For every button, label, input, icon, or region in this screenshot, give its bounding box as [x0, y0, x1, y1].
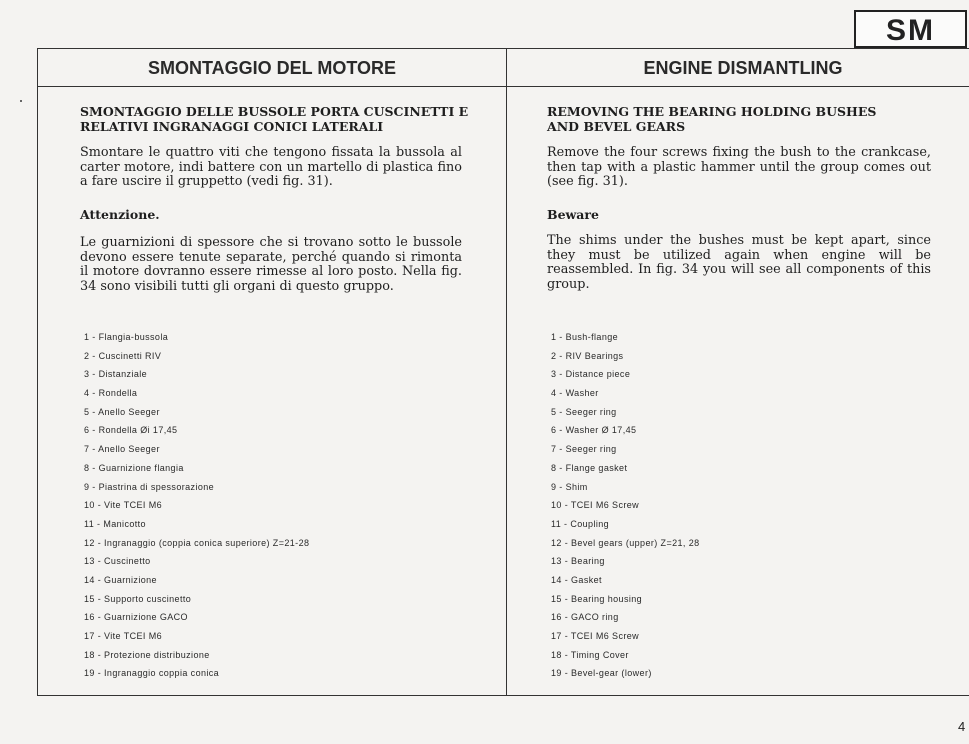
english-paragraph-1: Remove the four screws fixing the bush to the crankcase, then tap with a plastic hammer until the group comes out (see fig. 31). [547, 145, 931, 189]
header-rule [37, 86, 969, 87]
parts-list-item: 3 - Distanziale [84, 369, 148, 380]
parts-list-item: 10 - Vite TCEI M6 [84, 500, 162, 511]
italian-paragraph-1: Smontare le quattro viti che tengono fissata la bussola al carter motore, indi battere con un martello di plastica fino a fare uscire il gruppetto (vedi fig. 31). [80, 145, 462, 189]
parts-list-item: 12 - Bevel gears (upper) Z=21, 28 [551, 537, 700, 548]
parts-list-item: 13 - Cuscinetto [84, 556, 151, 567]
parts-list-item: 15 - Supporto cuscinetto [84, 593, 192, 604]
margin-speck [20, 100, 22, 102]
english-title: ENGINE DISMANTLING [643, 58, 843, 78]
parts-list-item: 7 - Anello Seeger [84, 444, 160, 455]
parts-list-item: 16 - GACO ring [551, 612, 619, 623]
parts-list-item: 19 - Bevel-gear (lower) [551, 668, 652, 679]
parts-list-item: 3 - Distance piece [551, 369, 631, 380]
parts-list-item: 18 - Protezione distribuzione [84, 649, 210, 660]
parts-list-item: 7 - Seeger ring [551, 444, 617, 455]
parts-list-item: 5 - Anello Seeger [84, 406, 160, 417]
parts-list-item: 2 - RIV Bearings [551, 350, 624, 361]
section-badge-label: SM [886, 14, 935, 47]
parts-list-item: 13 - Bearing [551, 556, 605, 567]
parts-list-item: 1 - Bush-flange [551, 332, 619, 342]
italian-title: SMONTAGGIO DEL MOTORE [147, 58, 396, 78]
parts-list-item: 14 - Gasket [551, 574, 602, 585]
italian-subheading: SMONTAGGIO DELLE BUSSOLE PORTA CUSCINETTI E RELATIVI INGRANAGGI CONICI LATERALI [80, 104, 469, 134]
english-parts-list [551, 328, 700, 683]
parts-list-item: 4 - Rondella [84, 388, 138, 399]
parts-list-item: 12 - Ingranaggio (coppia conica superiore) Z=21-28 [84, 537, 310, 548]
parts-list-item: 9 - Shim [551, 481, 588, 492]
parts-list-item: 18 - Timing Cover [551, 649, 629, 660]
parts-list-item: 1 - Flangia-bussola [84, 332, 169, 342]
parts-list-item: 8 - Guarnizione flangia [84, 462, 184, 473]
parts-list-item: 6 - Rondella Øi 17,45 [84, 425, 178, 436]
italian-parts-list [84, 328, 309, 683]
page-number: 4 [958, 719, 966, 734]
parts-list-item: 16 - Guarnizione GACO [84, 612, 188, 623]
parts-list-item: 5 - Seeger ring [551, 406, 617, 417]
parts-list-item: 15 - Bearing housing [551, 593, 643, 604]
italian-note-heading: Attenzione. [80, 207, 160, 222]
parts-list-item: 2 - Cuscinetti RIV [84, 350, 162, 361]
parts-list-item: 17 - Vite TCEI M6 [84, 631, 162, 641]
english-subheading: REMOVING THE BEARING HOLDING BUSHES AND BEVEL GEARS [547, 104, 877, 134]
parts-list-item: 19 - Ingranaggio coppia conica [84, 668, 220, 679]
parts-list-item: 4 - Washer [551, 388, 599, 399]
parts-list-item: 11 - Manicotto [84, 518, 146, 529]
english-paragraph-2: The shims under the bushes must be kept apart, since they must be utilized again when engine will be reassembled. In fig. 34 you will see all components of this group. [547, 233, 931, 292]
italian-paragraph-2: Le guarnizioni di spessore che si trovano sotto le bussole devono essere tenute separate, perché quando si rimonta il motore dovranno essere rimesse al loro posto. Nella fig. 34 sono visibili tutti gli organi di questo gruppo. [80, 235, 462, 294]
parts-list-item: 14 - Guarnizione [84, 574, 157, 585]
parts-list-item: 8 - Flange gasket [551, 462, 628, 473]
parts-list-item: 11 - Coupling [551, 518, 610, 529]
english-note-heading: Beware [547, 207, 599, 222]
section-badge [854, 10, 967, 48]
parts-list-item: 6 - Washer Ø 17,45 [551, 425, 637, 436]
parts-list-item: 17 - TCEI M6 Screw [551, 631, 640, 641]
parts-list-item: 9 - Piastrina di spessorazione [84, 481, 215, 492]
column-divider [506, 48, 507, 696]
parts-list-item: 10 - TCEI M6 Screw [551, 500, 640, 511]
